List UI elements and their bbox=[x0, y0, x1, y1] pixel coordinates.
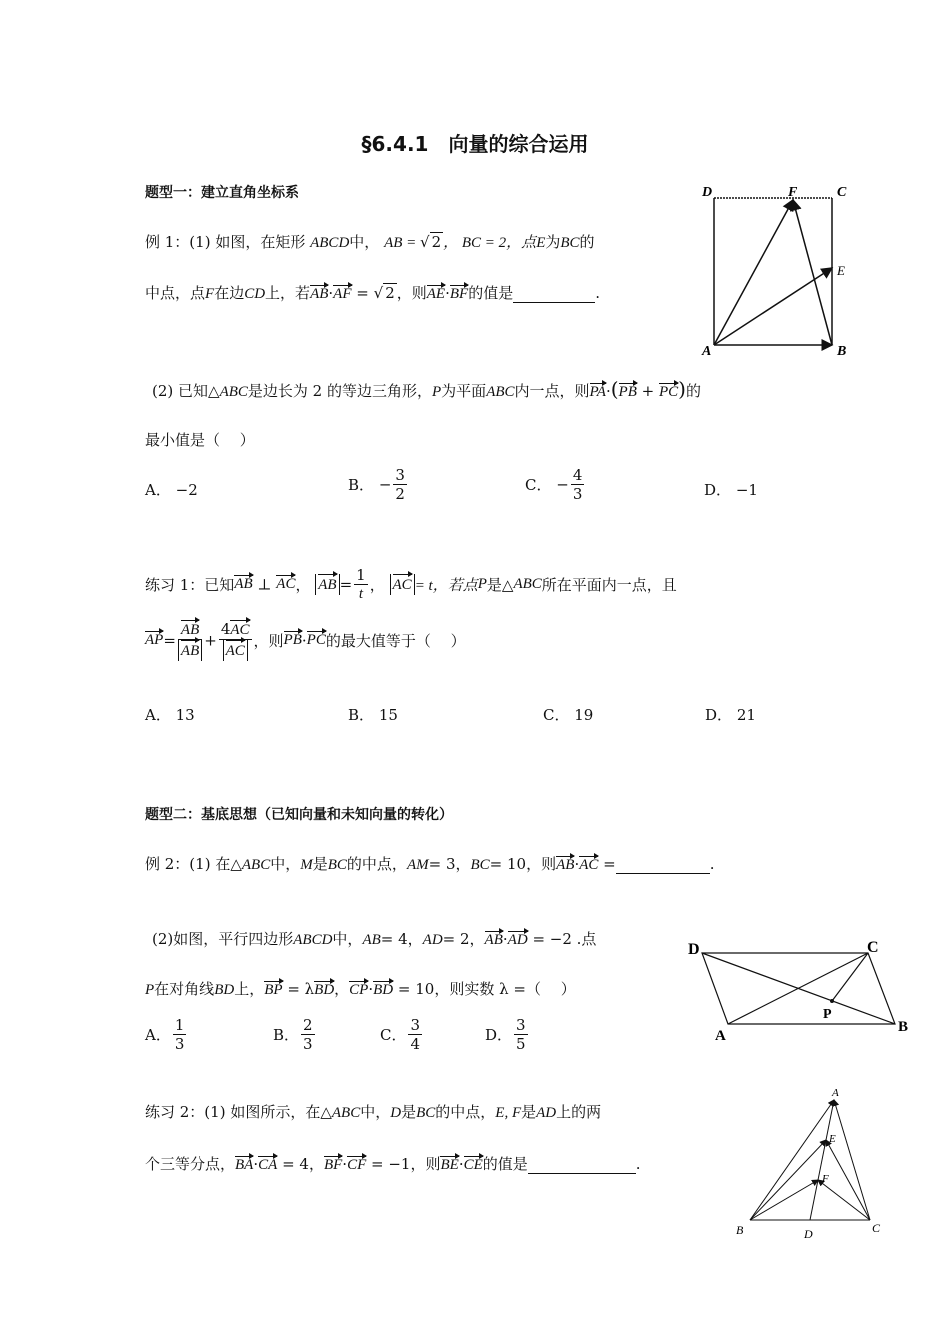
example-2-2-option-d: D． $\frac{3}{5}$ bbox=[485, 1016, 526, 1053]
label-A: A bbox=[702, 344, 712, 358]
label-B: B bbox=[898, 1019, 909, 1035]
example-2-2-line2: P在对角线BD上，BP = λBD，CP·BD = 10，则实数 λ =（ ） bbox=[145, 980, 576, 998]
rectangle-figure bbox=[698, 178, 858, 358]
label-C: C bbox=[872, 1221, 881, 1235]
practice-1-line2: AP= $\frac{AB}{AB}$ + $\frac{4AC}{AC}$ ，则PB·PC的最大值等于（ ） bbox=[145, 620, 466, 659]
label-P: P bbox=[823, 1007, 832, 1022]
label-B: B bbox=[837, 344, 847, 358]
page-title: §6.4.1 向量的综合运用 bbox=[361, 132, 589, 156]
example-1-2-line2: 最小值是（ ） bbox=[145, 431, 255, 449]
triangle-figure bbox=[728, 1082, 893, 1242]
option-c: C． − $\frac{4}{3}$ bbox=[525, 466, 583, 503]
section-heading-1: 题型一：建立直角坐标系 bbox=[145, 185, 299, 201]
label-F: F bbox=[788, 185, 798, 200]
label-D: D bbox=[804, 1227, 813, 1241]
example-2-2-option-b: B． $\frac{2}{3}$ bbox=[273, 1016, 313, 1053]
example-2-2-line1: (2)如图，平行四边形ABCD中，AB= 4，AD= 2，AB·AD = −2 .点 bbox=[152, 930, 597, 948]
example-1-1-line2: 中点，点F在边CD上，若AB·AF = √ 2 ，则AE·BF的值是 . bbox=[145, 284, 600, 302]
parallelogram-figure bbox=[680, 930, 920, 1045]
option-d: D． −1 bbox=[704, 481, 758, 499]
label-B: B bbox=[736, 1223, 744, 1237]
practice-1-option-b: B． 15 bbox=[348, 706, 398, 724]
label-F: F bbox=[822, 1173, 829, 1185]
example-1-2-line1: (2) 已知△ABC是边长为 2 的等边三角形，P为平面ABC内一点，则PA·(PB + PC)的 bbox=[152, 377, 701, 401]
example-2-1: 例 2：(1) 在△ABC中，M是BC的中点，AM= 3，BC= 10，则AB·AC = . bbox=[145, 855, 715, 873]
example-1-1-line1: 例 1：(1) 如图，在矩形 ABCD中， AB = √ 2 ， BC = 2，点E为BC的 bbox=[145, 233, 595, 251]
example-2-2-option-a: A． $\frac{1}{3}$ bbox=[145, 1016, 185, 1053]
label-A: A bbox=[832, 1087, 839, 1099]
label-D: D bbox=[702, 185, 713, 200]
label-D: D bbox=[688, 941, 700, 958]
practice-1-line1: 练习 1：已知AB ⊥ AC， AB = $\frac{1}{t}$ ， AC = t，若点P是△ABC所在平面内一点，且 bbox=[145, 566, 677, 602]
example-2-2-option-c: C． $\frac{3}{4}$ bbox=[380, 1016, 421, 1053]
option-b: B． − $\frac{3}{2}$ bbox=[348, 466, 405, 503]
option-a: A． −2 bbox=[145, 481, 198, 499]
label-C: C bbox=[837, 185, 847, 200]
label-E: E bbox=[829, 1133, 836, 1145]
label-A: A bbox=[715, 1028, 726, 1044]
practice-1-option-a: A． 13 bbox=[145, 706, 195, 724]
practice-2-line2: 个三等分点，BA·CA = 4，BF·CF = −1，则BE·CE的值是 . bbox=[145, 1155, 641, 1173]
practice-2-line1: 练习 2：(1) 如图所示，在△ABC中，D是BC的中点，E, F是AD上的两 bbox=[145, 1103, 602, 1121]
section-heading-2: 题型二：基底思想（已知向量和未知向量的转化） bbox=[145, 807, 453, 823]
practice-1-option-c: C． 19 bbox=[543, 706, 594, 724]
label-C: C bbox=[867, 939, 879, 956]
label-E: E bbox=[837, 263, 845, 278]
practice-1-option-d: D． 21 bbox=[705, 706, 756, 724]
